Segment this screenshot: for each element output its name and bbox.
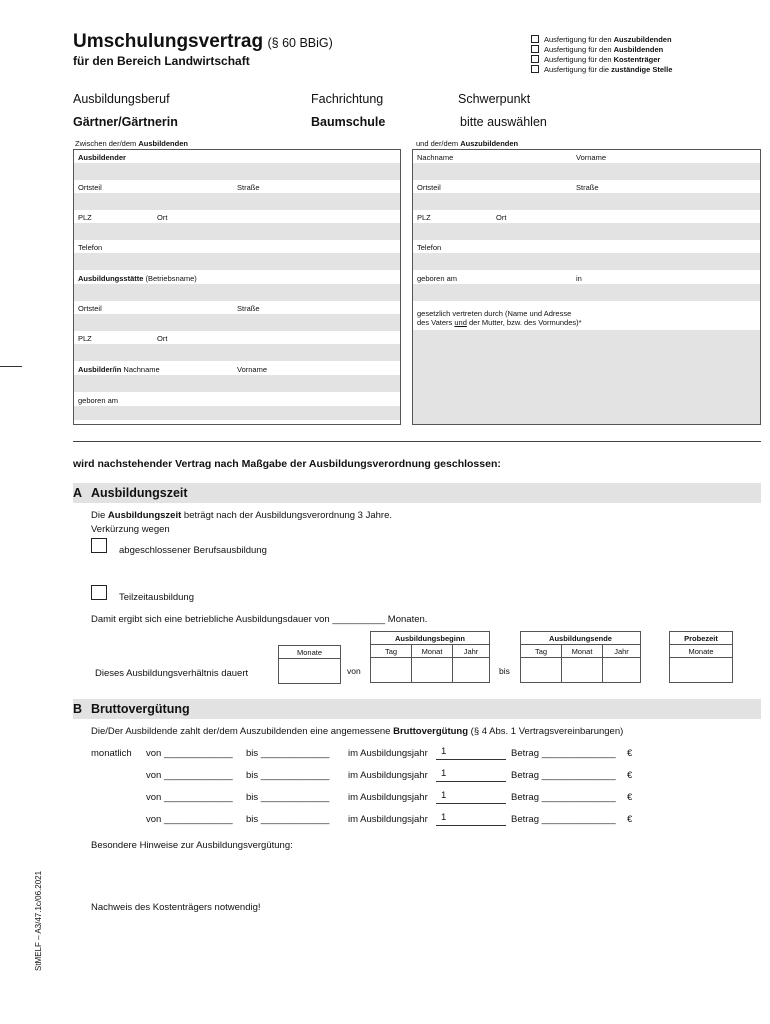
- beginn-jahr-input[interactable]: [453, 658, 490, 683]
- geburtsort-label: in: [576, 274, 582, 283]
- strasse-label: Straße: [237, 183, 260, 192]
- bis-field[interactable]: bis _____________: [246, 792, 330, 803]
- ausbildender-label: Ausbildender: [78, 153, 126, 162]
- hinweise-label: Besondere Hinweise zur Ausbildungsvergütung:: [91, 840, 293, 851]
- teilzeit-checkbox[interactable]: [91, 585, 107, 600]
- probezeit-input[interactable]: [670, 658, 733, 683]
- monat-header: Monat: [562, 645, 603, 658]
- plz2-label: PLZ: [78, 334, 92, 343]
- left-party-heading: Zwischen der/dem Ausbildenden: [75, 139, 188, 148]
- dauer-line: Damit ergibt sich eine betriebliche Ausbildungsdauer von __________ Monaten.: [91, 614, 428, 625]
- jahr-value[interactable]: 1: [441, 768, 447, 779]
- copy-label: Ausfertigung für den Kostenträger: [544, 55, 661, 64]
- berufsausbildung-label: abgeschlossener Berufsausbildung: [119, 545, 267, 556]
- fold-mark: [0, 366, 22, 367]
- euro-sign: €: [627, 748, 633, 759]
- jahr-label: im Ausbildungsjahr: [348, 748, 428, 759]
- copy-label: Ausfertigung für die zuständige Stelle: [544, 65, 673, 74]
- form-code: StMELF – A3/47.1c/06.2021: [34, 870, 43, 971]
- vorname-label: Vorname: [576, 153, 607, 162]
- form-title: [73, 31, 333, 53]
- strasse-label: Straße: [576, 183, 599, 192]
- plz-label: PLZ: [417, 213, 431, 222]
- von-field[interactable]: von _____________: [146, 814, 233, 825]
- beruf-value[interactable]: Gärtner/Gärtnerin: [73, 115, 178, 129]
- staette-row[interactable]: [74, 271, 400, 301]
- section-b-title: Bruttovergütung: [91, 702, 190, 716]
- beginn-tag-input[interactable]: [371, 658, 412, 683]
- verkuerzung-label: Verkürzung wegen: [91, 524, 170, 535]
- verguetung-intro: Die/Der Ausbildende zahlt der/dem Auszubildenden eine angemessene Bruttovergütung (§ 4 Abs. 1 Vertragsvereinbarungen): [91, 726, 624, 737]
- fachrichtung-label: Fachrichtung: [311, 92, 384, 106]
- ausbildungszeit-text: Die Ausbildungszeit beträgt nach der Ausbildungsverordnung 3 Jahre.: [91, 510, 393, 521]
- nachname-row[interactable]: [413, 150, 760, 180]
- fachrichtung-value[interactable]: Baumschule: [311, 115, 386, 129]
- nachname-label: Nachname: [417, 153, 454, 162]
- strasse2-label: Straße: [237, 304, 260, 313]
- euro-sign: €: [627, 770, 633, 781]
- copy-checkbox-ausbildende[interactable]: [531, 45, 539, 53]
- section-b-header: [73, 699, 761, 719]
- ausbildender-box: [73, 149, 401, 425]
- copy-checkbox-kostentraeger[interactable]: [531, 55, 539, 63]
- monate-header: Monate: [279, 646, 341, 659]
- monatlich-label: monatlich: [91, 748, 132, 759]
- ausbildender-row[interactable]: [74, 150, 400, 180]
- form-subtitle: für den Bereich Landwirtschaft: [73, 54, 250, 68]
- ortsteil-label: Ortsteil: [417, 183, 441, 192]
- divider: [73, 441, 761, 442]
- berufsausbildung-checkbox[interactable]: [91, 538, 107, 553]
- ausbilder-row[interactable]: [74, 362, 400, 392]
- tag-header: Tag: [521, 645, 562, 658]
- vertreten-field[interactable]: [413, 330, 760, 424]
- schwerpunkt-select[interactable]: bitte auswählen: [460, 115, 547, 129]
- schwerpunkt-label: Schwerpunkt: [458, 92, 531, 106]
- copy-checkbox-zustaendige-stelle[interactable]: [531, 65, 539, 73]
- section-a-letter: A: [73, 486, 83, 500]
- nachweis-text: Nachweis des Kostenträgers notwendig!: [91, 902, 261, 913]
- ortsteil-row[interactable]: [413, 180, 760, 210]
- ortsteil2-label: Ortsteil: [78, 304, 102, 313]
- plz-label: PLZ: [78, 213, 92, 222]
- telefon-row[interactable]: [74, 240, 400, 270]
- section-a-header: [73, 483, 761, 503]
- jahr-underline: [436, 825, 506, 826]
- ort2-label: Ort: [157, 334, 168, 343]
- ende-table: [520, 631, 641, 683]
- contract-sentence: wird nachstehender Vertrag nach Maßgabe der Ausbildungsverordnung geschlossen:: [73, 458, 501, 470]
- staette-label: Ausbildungsstätte (Betriebsname): [78, 274, 197, 283]
- euro-sign: €: [627, 792, 633, 803]
- monate-input[interactable]: [279, 659, 341, 684]
- beginn-table: [370, 631, 490, 683]
- jahr-label: im Ausbildungsjahr: [348, 770, 428, 781]
- probezeit-table: [669, 631, 733, 683]
- vertreten-label: gesetzlich vertreten durch (Name und Adresse des Vaters und der Mutter, bzw. des Vormundes)*: [417, 309, 582, 327]
- bis-field[interactable]: bis _____________: [246, 770, 330, 781]
- betrag-field[interactable]: Betrag ______________: [511, 748, 616, 759]
- jahr-value[interactable]: 1: [441, 746, 447, 757]
- right-party-heading: und der/dem Auszubildenden: [416, 139, 519, 148]
- ortsteil2-row[interactable]: [74, 301, 400, 331]
- geboren-label: geboren am: [78, 396, 119, 405]
- betrag-field[interactable]: Betrag ______________: [511, 770, 616, 781]
- jahr-underline: [436, 803, 506, 804]
- plz2-row[interactable]: [74, 331, 400, 361]
- monat-header: Monat: [412, 645, 453, 658]
- auszubildender-box: [412, 149, 761, 425]
- bis-field[interactable]: bis _____________: [246, 814, 330, 825]
- dauert-label: Dieses Ausbildungsverhältnis dauert: [95, 668, 249, 679]
- tag-header: Tag: [371, 645, 412, 658]
- jahr-header: Jahr: [603, 645, 641, 658]
- copy-label: Ausfertigung für den Auszubildenden: [544, 35, 672, 44]
- vorname-label: Vorname: [237, 365, 268, 374]
- bis-field[interactable]: bis _____________: [246, 748, 330, 759]
- section-b-letter: B: [73, 702, 83, 716]
- telefon-row[interactable]: [413, 240, 760, 270]
- beginn-header: Ausbildungsbeginn: [371, 632, 490, 645]
- ortsteil-label: Ortsteil: [78, 183, 102, 192]
- monate-table: [278, 645, 341, 684]
- telefon-label: Telefon: [78, 243, 103, 252]
- von-field[interactable]: von _____________: [146, 748, 233, 759]
- ende-tag-input[interactable]: [521, 658, 562, 683]
- von-field[interactable]: von _____________: [146, 770, 233, 781]
- copy-label: Ausfertigung für den Ausbildenden: [544, 45, 664, 54]
- copy-checkbox-auszubildende[interactable]: [531, 35, 539, 43]
- beginn-monat-input[interactable]: [412, 658, 453, 683]
- geboren-row[interactable]: [413, 271, 760, 301]
- betrag-field[interactable]: Betrag ______________: [511, 814, 616, 825]
- ende-monat-input[interactable]: [562, 658, 603, 683]
- jahr-value[interactable]: 1: [441, 812, 447, 823]
- jahr-header: Jahr: [453, 645, 490, 658]
- title-reference: (§ 60 BBiG): [267, 36, 333, 50]
- plz-row[interactable]: [74, 210, 400, 240]
- ortsteil-row[interactable]: [74, 180, 400, 210]
- plz-row[interactable]: [413, 210, 760, 240]
- probezeit-header: Probezeit: [670, 632, 733, 645]
- beruf-label: Ausbildungsberuf: [73, 92, 170, 106]
- probezeit-monate-header: Monate: [670, 645, 733, 658]
- jahr-label: im Ausbildungsjahr: [348, 792, 428, 803]
- jahr-underline: [436, 759, 506, 760]
- ende-jahr-input[interactable]: [603, 658, 641, 683]
- title-text: Umschulungsvertrag: [73, 31, 264, 52]
- betrag-field[interactable]: Betrag ______________: [511, 792, 616, 803]
- euro-sign: €: [627, 814, 633, 825]
- ausbilder-label: Ausbilder/in Nachname: [78, 365, 160, 374]
- von-label: von: [347, 666, 361, 676]
- jahr-value[interactable]: 1: [441, 790, 447, 801]
- ort-label: Ort: [496, 213, 507, 222]
- geboren-label: geboren am: [417, 274, 458, 283]
- section-a-title: Ausbildungszeit: [91, 486, 188, 500]
- ort-label: Ort: [157, 213, 168, 222]
- bis-label: bis: [499, 666, 510, 676]
- geboren-row[interactable]: [74, 393, 400, 423]
- von-field[interactable]: von _____________: [146, 792, 233, 803]
- jahr-label: im Ausbildungsjahr: [348, 814, 428, 825]
- telefon-label: Telefon: [417, 243, 442, 252]
- teilzeit-label: Teilzeitausbildung: [119, 592, 194, 603]
- jahr-underline: [436, 781, 506, 782]
- ende-header: Ausbildungsende: [521, 632, 641, 645]
